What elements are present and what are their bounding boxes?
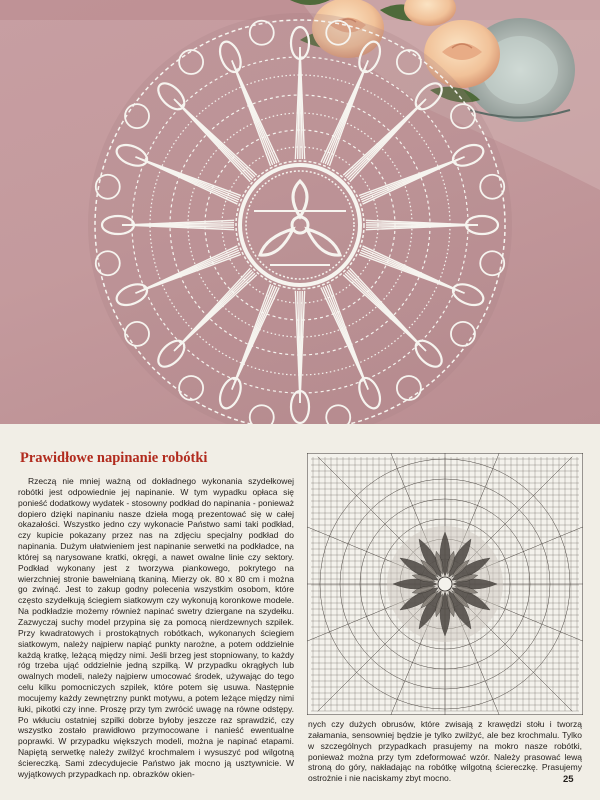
article-body-right-column: [308, 719, 582, 784]
article-section: [0, 424, 600, 800]
article-body-left-column: [18, 476, 294, 780]
doily-chart-motif-icon: [387, 526, 503, 642]
grid-board-icon: [307, 453, 583, 715]
article-title: Prawidłowe napinanie robótki: [20, 450, 208, 466]
article-paragraph-continued: nych czy dużych obrusów, które zwisają z krawędzi stołu i tworzą załamania, sensowniej będzie je tylko zwilżyć, ale bez krochmalu. Tylko w szczególnych przypadkach prasujemy na mokro nasze robótki, ponieważ można przy tym zdeformować wzór. Należy prasować lewą stroną do góry, nakładając na robótkę wilgotną ściereczkę. Prasujemy ostrożnie i nie naciskamy zbyt mocno.: [308, 719, 582, 784]
blocking-board-chart: [307, 453, 583, 715]
doily-icon: [88, 13, 512, 424]
page-number: 25: [563, 774, 574, 785]
article-paragraph: Rzeczą nie mniej ważną od dokładnego wykonania szydełkowej robótki jest odpowiednie jej napinanie. W tym wypadku opłaca się ponieść dodatkowy wydatek - stosowny podkład do napinania - ponieważ dopiero dzięki napinaniu nasze dzieła mogą prezentować się w całej okazałości. Wszystko jedno czy wykonacie Państwo sami taki podkład, czy kupicie pokazany przez nas na zdjęciu specjalny podkład do napinania. Dużym ułatwieniem jest napinanie serwetki na podkładce, na której są narysowane kratki, okręgi, a nawet owalne linie czy sektory. Podkład wykonany jest z tworzywa piankowego, pokrytego na wierzchniej stronie bawełnianą tkaniną. Mierzy ok. 80 x 80 cm i można go zwinąć. Jest to zakup godny polecenia wszystkim osobom, które często szydełkują ściegiem siatkowym czy wykonują koronkowe modele. Na podkładzie możemy również napinać swetry dziergane na szydełku. Zazwyczaj suchy model przypina się za pomocą nierdzewnych szpilek. Przy kwadratowych i prostokątnych robótkach, wykonanych ściegiem siatkowym, należy najpierw napiąć punkty narożne, a potem oddzielnie każdą kratkę, leżącą między nimi. Jeśli brzeg jest stopniowany, to każdy róg trzeba ująć oddzielnie jedną szpilką. W przypadku okrągłych lub owalnych modeli, należy najpierw umocować środek, używając do tego celu kilku pomocniczych szpilek, które potem się usuwa. Następnie mocujemy każdy zewnętrzny punkt motywu, a potem leżące między nimi łuki, pikotki czy inne. Proszę przy tym zwrócić uwagę na równe odstępy. Po wkłuciu ostatniej szpilki dobrze byłoby jeszcze raz sprawdzić, czy wszystko zostało prawidłowo przymocowane i nanieść ewentualne poprawki. W przypadku większych modeli, można je napinać etapami. Napiętą serwetkę należy zwilżyć krochmalem i wysuszyć pod wilgotną ściereczką. Sami zdecydujecie Państwo jak mocno ją usztywnicie. W wyjątkowych przypadkach np. obrazków okien-: [18, 476, 294, 779]
